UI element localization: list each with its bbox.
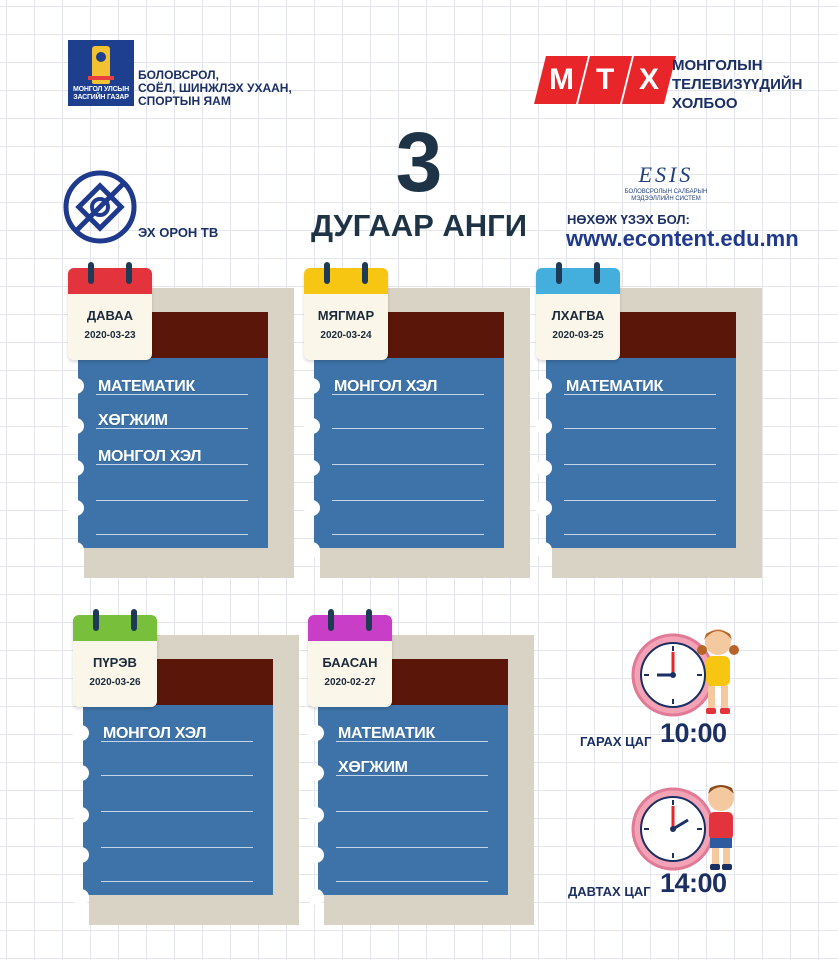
calendar-tab bbox=[304, 268, 388, 360]
subject-item: МАТЕМАТИК bbox=[566, 378, 663, 395]
calendar-tab bbox=[68, 268, 152, 360]
girl-illustration-icon bbox=[696, 622, 740, 718]
binder-hole bbox=[536, 460, 552, 476]
ruled-line bbox=[101, 775, 253, 776]
day-card bbox=[68, 268, 290, 578]
calendar-tab-header bbox=[536, 268, 620, 294]
card-paper bbox=[546, 330, 736, 548]
binder-hole bbox=[68, 542, 84, 558]
calendar-tab-header bbox=[308, 615, 392, 641]
binder-hole bbox=[304, 500, 320, 516]
day-date: 2020-02-27 bbox=[324, 677, 376, 688]
air-time-label: ГАРАХ ЦАГ bbox=[580, 734, 652, 749]
binder-hole bbox=[308, 765, 324, 781]
ministry-logo-caption: МОНГОЛ УЛСЫН ЗАСГИЙН ГАЗАР bbox=[73, 86, 129, 101]
calendar-ring-icon bbox=[324, 262, 330, 284]
day-name: МЯГМАР bbox=[317, 308, 375, 323]
subject-item: МАТЕМАТИК bbox=[338, 725, 435, 742]
air-time: 10:00 bbox=[660, 718, 727, 748]
day-name: ДАВАА bbox=[86, 308, 134, 323]
card-cover bbox=[147, 659, 273, 705]
binder-hole bbox=[73, 889, 89, 905]
calendar-tab bbox=[536, 268, 620, 360]
calendar-ring-icon bbox=[556, 262, 562, 284]
mtx-letter: М bbox=[534, 56, 588, 104]
ruled-line bbox=[101, 881, 253, 882]
calendar-ring-icon bbox=[126, 262, 132, 284]
ruled-line bbox=[332, 534, 484, 535]
watch-label: НӨХӨЖ ҮЗЭХ БОЛ: bbox=[567, 212, 690, 227]
day-card bbox=[308, 615, 530, 925]
day-card bbox=[536, 268, 758, 578]
mtx-logo bbox=[540, 56, 672, 106]
day-name: ЛХАГВА bbox=[551, 308, 605, 323]
boy-illustration-icon bbox=[700, 778, 742, 874]
binder-hole bbox=[308, 807, 324, 823]
calendar-ring-icon bbox=[93, 609, 99, 631]
day-date: 2020-03-25 bbox=[552, 330, 604, 341]
ruled-line bbox=[101, 811, 253, 812]
binder-hole bbox=[536, 500, 552, 516]
binder-hole bbox=[536, 418, 552, 434]
subject-item: МОНГОЛ ХЭЛ bbox=[334, 378, 438, 395]
subject-item: МАТЕМАТИК bbox=[98, 378, 195, 395]
binder-hole bbox=[308, 847, 324, 863]
ruled-line bbox=[564, 500, 716, 501]
ruled-line bbox=[564, 534, 716, 535]
calendar-tab-header bbox=[73, 615, 157, 641]
mtx-letter: Т bbox=[578, 56, 632, 104]
day-date: 2020-03-26 bbox=[89, 677, 141, 688]
ministry-logo bbox=[68, 40, 134, 106]
esis-subtitle: БОЛОВСРОЛЫН САЛБАРЫН МЭДЭЭЛЛИЙН СИСТЕМ bbox=[624, 189, 708, 202]
ruled-line bbox=[564, 464, 716, 465]
subject-item: ХӨГЖИМ bbox=[98, 412, 168, 429]
day-card bbox=[73, 615, 295, 925]
binder-hole bbox=[304, 418, 320, 434]
calendar-ring-icon bbox=[594, 262, 600, 284]
binder-hole bbox=[68, 418, 84, 434]
tv-logo-icon bbox=[63, 170, 137, 244]
calendar-ring-icon bbox=[88, 262, 94, 284]
soyombo-icon bbox=[92, 46, 110, 84]
card-paper bbox=[314, 330, 504, 548]
calendar-ring-icon bbox=[362, 262, 368, 284]
binder-hole bbox=[536, 378, 552, 394]
binder-hole bbox=[73, 765, 89, 781]
subject-item: МОНГОЛ ХЭЛ bbox=[98, 448, 202, 465]
ruled-line bbox=[96, 534, 248, 535]
binder-hole bbox=[68, 378, 84, 394]
repeat-time-label: ДАВТАХ ЦАГ bbox=[568, 884, 651, 899]
ruled-line bbox=[332, 500, 484, 501]
calendar-tab-header bbox=[304, 268, 388, 294]
mtx-letter: Х bbox=[622, 56, 676, 104]
binder-hole bbox=[308, 889, 324, 905]
grade-number: 3 bbox=[395, 115, 443, 209]
calendar-ring-icon bbox=[366, 609, 372, 631]
binder-hole bbox=[304, 542, 320, 558]
day-name: ПҮРЭВ bbox=[93, 655, 137, 670]
binder-hole bbox=[73, 725, 89, 741]
card-paper bbox=[83, 677, 273, 895]
calendar-tab bbox=[73, 615, 157, 707]
ruled-line bbox=[96, 500, 248, 501]
calendar-tab-header bbox=[68, 268, 152, 294]
binder-hole bbox=[68, 500, 84, 516]
binder-hole bbox=[68, 460, 84, 476]
binder-hole bbox=[536, 542, 552, 558]
card-paper bbox=[78, 330, 268, 548]
repeat-time: 14:00 bbox=[660, 868, 727, 898]
day-date: 2020-03-24 bbox=[320, 330, 372, 341]
ministry-name: БОЛОВСРОЛ, СОЁЛ, ШИНЖЛЭХ УХААН, СПОРТЫН ЯАМ bbox=[138, 68, 292, 108]
ruled-line bbox=[332, 428, 484, 429]
card-paper bbox=[318, 677, 508, 895]
mtx-name: МОНГОЛЫН ТЕЛЕВИЗҮҮДИЙН ХОЛБОО bbox=[672, 57, 803, 112]
calendar-ring-icon bbox=[131, 609, 137, 631]
ruled-line bbox=[336, 881, 488, 882]
day-date: 2020-03-23 bbox=[84, 330, 136, 341]
ruled-line bbox=[564, 428, 716, 429]
binder-hole bbox=[304, 378, 320, 394]
calendar-ring-icon bbox=[328, 609, 334, 631]
grade-title: ДУГААР АНГИ bbox=[310, 208, 528, 243]
card-cover bbox=[142, 312, 268, 358]
card-cover bbox=[610, 312, 736, 358]
card-cover bbox=[382, 659, 508, 705]
binder-hole bbox=[304, 460, 320, 476]
ruled-line bbox=[101, 847, 253, 848]
subject-item: МОНГОЛ ХЭЛ bbox=[103, 725, 207, 742]
binder-hole bbox=[73, 807, 89, 823]
card-cover bbox=[378, 312, 504, 358]
tv-name: ЭХ ОРОН ТВ bbox=[138, 225, 219, 240]
ruled-line bbox=[336, 811, 488, 812]
subject-item: ХӨГЖИМ bbox=[338, 759, 408, 776]
calendar-tab bbox=[308, 615, 392, 707]
ruled-line bbox=[336, 847, 488, 848]
website-link[interactable]: www.econtent.edu.mn bbox=[566, 226, 799, 251]
binder-hole bbox=[308, 725, 324, 741]
day-card bbox=[304, 268, 526, 578]
binder-hole bbox=[73, 847, 89, 863]
day-name: БААСАН bbox=[322, 655, 378, 670]
esis-logo: ESIS bbox=[638, 162, 694, 187]
ruled-line bbox=[332, 464, 484, 465]
